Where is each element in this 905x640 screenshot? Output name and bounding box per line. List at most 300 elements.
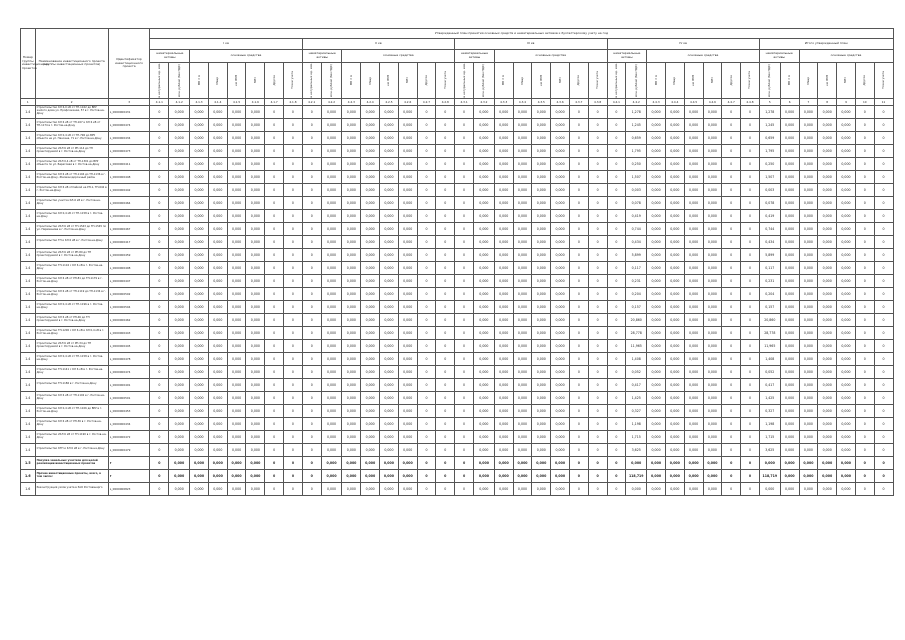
- row-value: 0: [569, 404, 588, 417]
- row-total-value: 0: [874, 326, 893, 339]
- sub-col-header: [398, 63, 417, 99]
- row-value: 0: [455, 339, 474, 352]
- row-total-value: 0,000: [818, 443, 837, 456]
- row-value: 0,000: [703, 313, 722, 326]
- row-value: 0: [455, 183, 474, 196]
- row-value: 0: [265, 274, 284, 287]
- row-value: 0: [607, 313, 626, 326]
- row-value: 0: [569, 469, 588, 482]
- row-total-value: 0,000: [799, 261, 818, 274]
- row-value: 0,000: [227, 261, 246, 274]
- row-name: Строительство КЛ 0,4 кВ от ТП-1158 в г. Ростов-на-Дону: [35, 352, 108, 365]
- row-total-value: 0,000: [818, 235, 837, 248]
- row-value: 0: [417, 131, 436, 144]
- row-total-value: 0: [855, 417, 874, 430]
- row-value: 0: [417, 469, 436, 482]
- row-id: L_0000000459: [108, 248, 150, 261]
- row-value: 0,000: [647, 118, 666, 131]
- row-value: 0: [284, 430, 303, 443]
- row-value: 0: [265, 287, 284, 300]
- row-value: 0: [150, 105, 169, 118]
- row-value: 0,000: [169, 482, 190, 495]
- row-value: 0: [455, 274, 474, 287]
- row-value: 0,000: [361, 300, 380, 313]
- row-value: 0: [607, 482, 626, 495]
- row-total-value: 0,000: [799, 170, 818, 183]
- row-value: 0: [455, 417, 474, 430]
- row-name: Покупка земельных участков для целей реализации инвестиционных проектов: [35, 456, 108, 469]
- row-value: 0: [722, 339, 741, 352]
- row-value: 0,000: [342, 183, 361, 196]
- row-value: 0: [455, 248, 474, 261]
- row-value: 0,000: [246, 209, 265, 222]
- row-value: 0: [722, 170, 741, 183]
- row-total-value: 0,000: [780, 443, 799, 456]
- row-id: L_0000000501: [108, 391, 150, 404]
- row-value: 0,000: [190, 183, 209, 196]
- row-value: 0,000: [361, 326, 380, 339]
- row-value: 0: [302, 482, 321, 495]
- row-total-value: 0: [855, 105, 874, 118]
- row-value: 0,000: [321, 131, 342, 144]
- row-value: 0,000: [473, 287, 494, 300]
- col-name-header: Наименование инвестиционного проекта (группы инвестиционных проектов): [35, 29, 108, 99]
- row-value: 0,000: [473, 430, 494, 443]
- row-name: Строительство 2КЛ 0,4 кВ от ТП-1301 до ВРУ объекта по ул. Береговая в г. Ростов-на-Дону: [35, 157, 108, 170]
- row-total-value: 0,000: [818, 430, 837, 443]
- row-value: 0,000: [227, 222, 246, 235]
- row-value: 0,000: [190, 391, 209, 404]
- row-value: 0: [569, 131, 588, 144]
- row-value: 0: [607, 352, 626, 365]
- row-value: 0,000: [208, 235, 227, 248]
- row-total-value: 0,000: [780, 430, 799, 443]
- row-value: 0,000: [246, 352, 265, 365]
- row-value: 0: [741, 170, 760, 183]
- row-id: L_0000000448: [108, 170, 150, 183]
- row-value: 0: [722, 209, 741, 222]
- row-value: 0,000: [380, 144, 399, 157]
- row-total-value: 0,000: [780, 248, 799, 261]
- row-value: 0,000: [246, 196, 265, 209]
- row-value: 0,000: [321, 352, 342, 365]
- row-total-value: 0,000: [780, 469, 799, 482]
- row-value: 0,000: [665, 300, 684, 313]
- row-value: 0: [722, 183, 741, 196]
- row-num: 1.4: [21, 352, 36, 365]
- row-value: 0,000: [703, 352, 722, 365]
- row-value: 0: [607, 365, 626, 378]
- row-value: 0: [455, 196, 474, 209]
- row-total-value: 3,625: [759, 443, 780, 456]
- row-value: 0,000: [380, 222, 399, 235]
- row-id: L_0000000462: [108, 313, 150, 326]
- row-value: 0,000: [169, 248, 190, 261]
- sub-col-header: [799, 63, 818, 99]
- row-total-value: 1,795: [759, 144, 780, 157]
- row-value: 0,000: [190, 274, 209, 287]
- row-value: 0,000: [703, 443, 722, 456]
- row-name: Строительство ТП-1186 в г. Ростов-на-Дону: [35, 378, 108, 391]
- row-value: 0,000: [473, 196, 494, 209]
- row-value: 0: [607, 443, 626, 456]
- row-num: 1.4: [21, 222, 36, 235]
- row-value: 0,000: [703, 378, 722, 391]
- row-value: 0: [722, 274, 741, 287]
- row-value: 0: [417, 105, 436, 118]
- sub-col-label: Точки учета: [881, 71, 886, 90]
- row-total-value: 0,000: [837, 274, 856, 287]
- row-total-value: 0,000: [780, 326, 799, 339]
- row-value: 0: [436, 144, 455, 157]
- row-name: Строительство ТП и КЛ 6 кВ в г. Ростов-на-Дону: [35, 235, 108, 248]
- row-value: 0: [417, 326, 436, 339]
- total-plan-header: Итого утвержденный план: [759, 39, 893, 50]
- row-num: 1.4: [21, 274, 36, 287]
- row-value: 0: [588, 222, 607, 235]
- sub-col-header: [780, 63, 799, 99]
- row-value: 0: [284, 469, 303, 482]
- row-total-value: 0: [874, 469, 893, 482]
- row-num: 1.4: [21, 105, 36, 118]
- row-value: 0: [436, 391, 455, 404]
- row-value: 0,000: [703, 391, 722, 404]
- row-value: 0: [417, 404, 436, 417]
- row-value: 0,000: [190, 417, 209, 430]
- row-value: 0: [722, 105, 741, 118]
- sub-col-label: в натуральных ед. изм.: [613, 63, 618, 98]
- row-value: 0: [417, 456, 436, 469]
- row-value: 0: [302, 313, 321, 326]
- sub-col-label: Точки учета: [595, 71, 600, 90]
- row-total-value: 0: [874, 196, 893, 209]
- row-value: 0,000: [342, 196, 361, 209]
- row-value: 0,000: [361, 105, 380, 118]
- row-value: 0: [741, 261, 760, 274]
- row-value: 0: [265, 183, 284, 196]
- row-value: 0: [455, 144, 474, 157]
- column-number: 9: [837, 98, 856, 105]
- row-total-value: 0,052: [759, 365, 780, 378]
- row-value: 0,000: [551, 287, 570, 300]
- row-total-value: 0,000: [837, 378, 856, 391]
- row-value: 0,000: [227, 404, 246, 417]
- row-value: 0,000: [246, 391, 265, 404]
- column-number: 4.3.6: [551, 98, 570, 105]
- row-value: 0: [741, 196, 760, 209]
- row-value: 0: [588, 326, 607, 339]
- row-value: 0: [417, 313, 436, 326]
- row-value: 0: [741, 391, 760, 404]
- row-total-value: 0,000: [837, 430, 856, 443]
- row-value: 0: [436, 378, 455, 391]
- row-value: 0,000: [398, 378, 417, 391]
- row-value: 0: [150, 326, 169, 339]
- row-value: 0: [588, 443, 607, 456]
- row-total-value: 0: [855, 131, 874, 144]
- row-total-value: 0,000: [818, 339, 837, 352]
- row-value: 0,000: [626, 456, 647, 469]
- row-value: 0,000: [380, 157, 399, 170]
- row-value: 0,000: [532, 222, 551, 235]
- row-value: 0: [588, 339, 607, 352]
- row-value: 0: [302, 287, 321, 300]
- row-value: 0,000: [190, 352, 209, 365]
- table-row: [21, 443, 894, 456]
- column-number: 4.2.7: [417, 98, 436, 105]
- row-value: 0,000: [169, 118, 190, 131]
- row-value: 0,000: [551, 300, 570, 313]
- row-value: 0: [265, 235, 284, 248]
- row-id: L_0000000441: [108, 209, 150, 222]
- row-value: 0,000: [342, 157, 361, 170]
- row-value: 0: [417, 196, 436, 209]
- sub-col-header: [874, 63, 893, 99]
- row-value: 0,000: [246, 261, 265, 274]
- row-value: 0,000: [380, 430, 399, 443]
- row-total-value: 0,000: [799, 417, 818, 430]
- row-value: 0,000: [665, 261, 684, 274]
- row-value: 0,000: [190, 209, 209, 222]
- row-value: 0,000: [647, 131, 666, 144]
- row-value: 0: [607, 391, 626, 404]
- row-value: 0: [150, 417, 169, 430]
- row-value: 0,000: [473, 261, 494, 274]
- row-value: 0,000: [684, 417, 703, 430]
- row-value: 0,000: [473, 170, 494, 183]
- row-id: L_0000000408: [108, 261, 150, 274]
- row-value: 0: [284, 235, 303, 248]
- row-value: 0,000: [647, 248, 666, 261]
- row-value: 0,000: [361, 469, 380, 482]
- row-total-value: 0,434: [759, 235, 780, 248]
- row-value: 0,000: [647, 287, 666, 300]
- row-value: 0: [569, 105, 588, 118]
- column-number: 4.4.5: [684, 98, 703, 105]
- row-value: 0: [436, 300, 455, 313]
- row-value: 0: [436, 131, 455, 144]
- row-value: 0,000: [398, 131, 417, 144]
- sub-col-label: МВт: [557, 77, 562, 84]
- row-value: 0: [607, 456, 626, 469]
- sub-col-label: Точки учета: [290, 71, 295, 90]
- row-num: 1.4: [21, 430, 36, 443]
- row-value: 0,078: [626, 196, 647, 209]
- row-num: 1.4: [21, 131, 36, 144]
- row-value: 0: [302, 443, 321, 456]
- row-value: 0: [436, 352, 455, 365]
- row-value: 0,000: [321, 144, 342, 157]
- row-value: 0,000: [494, 352, 513, 365]
- row-total-value: 0: [874, 248, 893, 261]
- row-num: 1.4: [21, 391, 36, 404]
- row-total-value: 0,659: [759, 131, 780, 144]
- row-value: 0,000: [494, 118, 513, 131]
- row-id: L_0000000464: [108, 196, 150, 209]
- row-value: 0: [588, 352, 607, 365]
- row-value: 0: [455, 365, 474, 378]
- row-value: 0: [607, 222, 626, 235]
- row-value: 0: [607, 378, 626, 391]
- row-value: 0,000: [342, 352, 361, 365]
- row-value: 0,000: [342, 170, 361, 183]
- row-total-value: 0: [855, 469, 874, 482]
- row-value: 0,000: [321, 235, 342, 248]
- row-value: 0,000: [473, 105, 494, 118]
- row-id: L_0000000474: [108, 365, 150, 378]
- row-total-value: 0,000: [780, 404, 799, 417]
- row-total-value: 11,965: [759, 339, 780, 352]
- column-number: 4.3.3: [494, 98, 513, 105]
- row-value: 0,434: [626, 235, 647, 248]
- row-total-value: 0,000: [799, 326, 818, 339]
- row-value: 0: [455, 378, 474, 391]
- row-value: 0,000: [647, 443, 666, 456]
- row-value: 0: [284, 378, 303, 391]
- row-value: 0,000: [208, 261, 227, 274]
- row-value: 0,000: [684, 287, 703, 300]
- row-total-value: 0,000: [818, 170, 837, 183]
- row-value: 0: [302, 183, 321, 196]
- row-value: 0,000: [361, 170, 380, 183]
- row-value: 0: [455, 352, 474, 365]
- row-value: 0,000: [513, 196, 532, 209]
- row-total-value: 0,003: [759, 183, 780, 196]
- row-value: 0: [455, 235, 474, 248]
- row-value: 0,000: [551, 378, 570, 391]
- row-id: L_0000000473: [108, 144, 150, 157]
- row-value: 0,000: [684, 365, 703, 378]
- row-value: 0,000: [361, 391, 380, 404]
- row-total-value: 0,157: [759, 300, 780, 313]
- row-value: 0,000: [169, 417, 190, 430]
- row-value: 0: [302, 326, 321, 339]
- row-value: 0,000: [208, 118, 227, 131]
- row-value: 0: [265, 456, 284, 469]
- row-value: 0: [569, 248, 588, 261]
- row-total-value: 0,000: [837, 365, 856, 378]
- table-row: [21, 287, 894, 300]
- row-value: 0,000: [551, 365, 570, 378]
- table-row: [21, 300, 894, 313]
- nematerial-header: нематериальные активы: [455, 50, 495, 63]
- row-value: 0,000: [342, 300, 361, 313]
- row-value: 0,000: [473, 469, 494, 482]
- row-value: 0,000: [647, 222, 666, 235]
- sub-col-label: Другое: [423, 75, 428, 86]
- row-value: 0,000: [227, 430, 246, 443]
- row-value: 0,000: [342, 235, 361, 248]
- row-total-value: 0,000: [759, 456, 780, 469]
- row-value: 0,000: [473, 378, 494, 391]
- row-value: 0,000: [665, 378, 684, 391]
- row-value: 0,000: [532, 482, 551, 495]
- row-value: 0: [265, 365, 284, 378]
- row-value: 0,000: [342, 287, 361, 300]
- row-total-value: 0,000: [799, 313, 818, 326]
- row-value: 0,000: [169, 443, 190, 456]
- row-value: 0,000: [208, 365, 227, 378]
- row-value: 0,000: [208, 131, 227, 144]
- row-value: 0: [722, 144, 741, 157]
- row-total-value: 0,000: [799, 430, 818, 443]
- row-total-value: 0: [874, 183, 893, 196]
- row-value: 0: [417, 222, 436, 235]
- row-value: 0,000: [665, 144, 684, 157]
- row-value: 0,000: [473, 456, 494, 469]
- row-value: 0,000: [321, 430, 342, 443]
- row-value: 0,000: [321, 248, 342, 261]
- row-value: 0: [417, 417, 436, 430]
- table-row: [21, 183, 894, 196]
- row-value: 0: [607, 118, 626, 131]
- row-total-value: 0,000: [780, 417, 799, 430]
- row-value: 0,000: [227, 456, 246, 469]
- row-value: 0,000: [398, 209, 417, 222]
- sub-col-label: км ЛЭП: [386, 74, 391, 86]
- row-value: 0,000: [342, 131, 361, 144]
- column-number: 4.4.6: [703, 98, 722, 105]
- row-value: 0,000: [380, 274, 399, 287]
- row-num: 1.4: [21, 261, 36, 274]
- row-value: 0,000: [665, 313, 684, 326]
- row-value: 0,000: [665, 274, 684, 287]
- row-total-value: 0,000: [837, 157, 856, 170]
- row-value: 0: [150, 248, 169, 261]
- row-value: 0,000: [190, 313, 209, 326]
- row-value: 0,000: [361, 443, 380, 456]
- row-value: 0,000: [398, 443, 417, 456]
- row-total-value: 0,000: [780, 157, 799, 170]
- sub-col-label: в натуральных ед. изм.: [156, 63, 161, 98]
- row-value: 0: [265, 313, 284, 326]
- row-value: 0,000: [208, 352, 227, 365]
- row-value: 0,000: [380, 456, 399, 469]
- row-value: 0: [722, 443, 741, 456]
- row-value: 0,000: [169, 352, 190, 365]
- row-total-value: 0,000: [799, 209, 818, 222]
- row-value: 0: [569, 326, 588, 339]
- row-value: 0,000: [551, 235, 570, 248]
- row-total-value: 0: [874, 391, 893, 404]
- row-value: 0,000: [684, 170, 703, 183]
- row-value: 0,000: [647, 339, 666, 352]
- row-value: 0: [417, 274, 436, 287]
- row-value: 0,000: [342, 248, 361, 261]
- row-value: 0,000: [703, 118, 722, 131]
- row-value: 0: [741, 222, 760, 235]
- row-value: 0,000: [494, 235, 513, 248]
- row-value: 0,000: [473, 417, 494, 430]
- row-id: L_0000000478: [108, 352, 150, 365]
- row-total-value: 0,000: [837, 105, 856, 118]
- row-value: 0,000: [398, 183, 417, 196]
- row-value: 0,000: [227, 287, 246, 300]
- row-value: 0: [588, 131, 607, 144]
- row-value: 0: [436, 248, 455, 261]
- row-value: 20,860: [626, 313, 647, 326]
- row-value: 0,000: [532, 248, 551, 261]
- row-value: 0,000: [665, 287, 684, 300]
- row-total-value: 0: [855, 443, 874, 456]
- row-value: 0: [417, 287, 436, 300]
- row-total-value: 0,000: [837, 482, 856, 495]
- row-total-value: 0,000: [799, 157, 818, 170]
- row-value: 0: [741, 235, 760, 248]
- row-value: 0,000: [473, 222, 494, 235]
- row-total-value: 0,000: [818, 196, 837, 209]
- row-value: 0,000: [703, 131, 722, 144]
